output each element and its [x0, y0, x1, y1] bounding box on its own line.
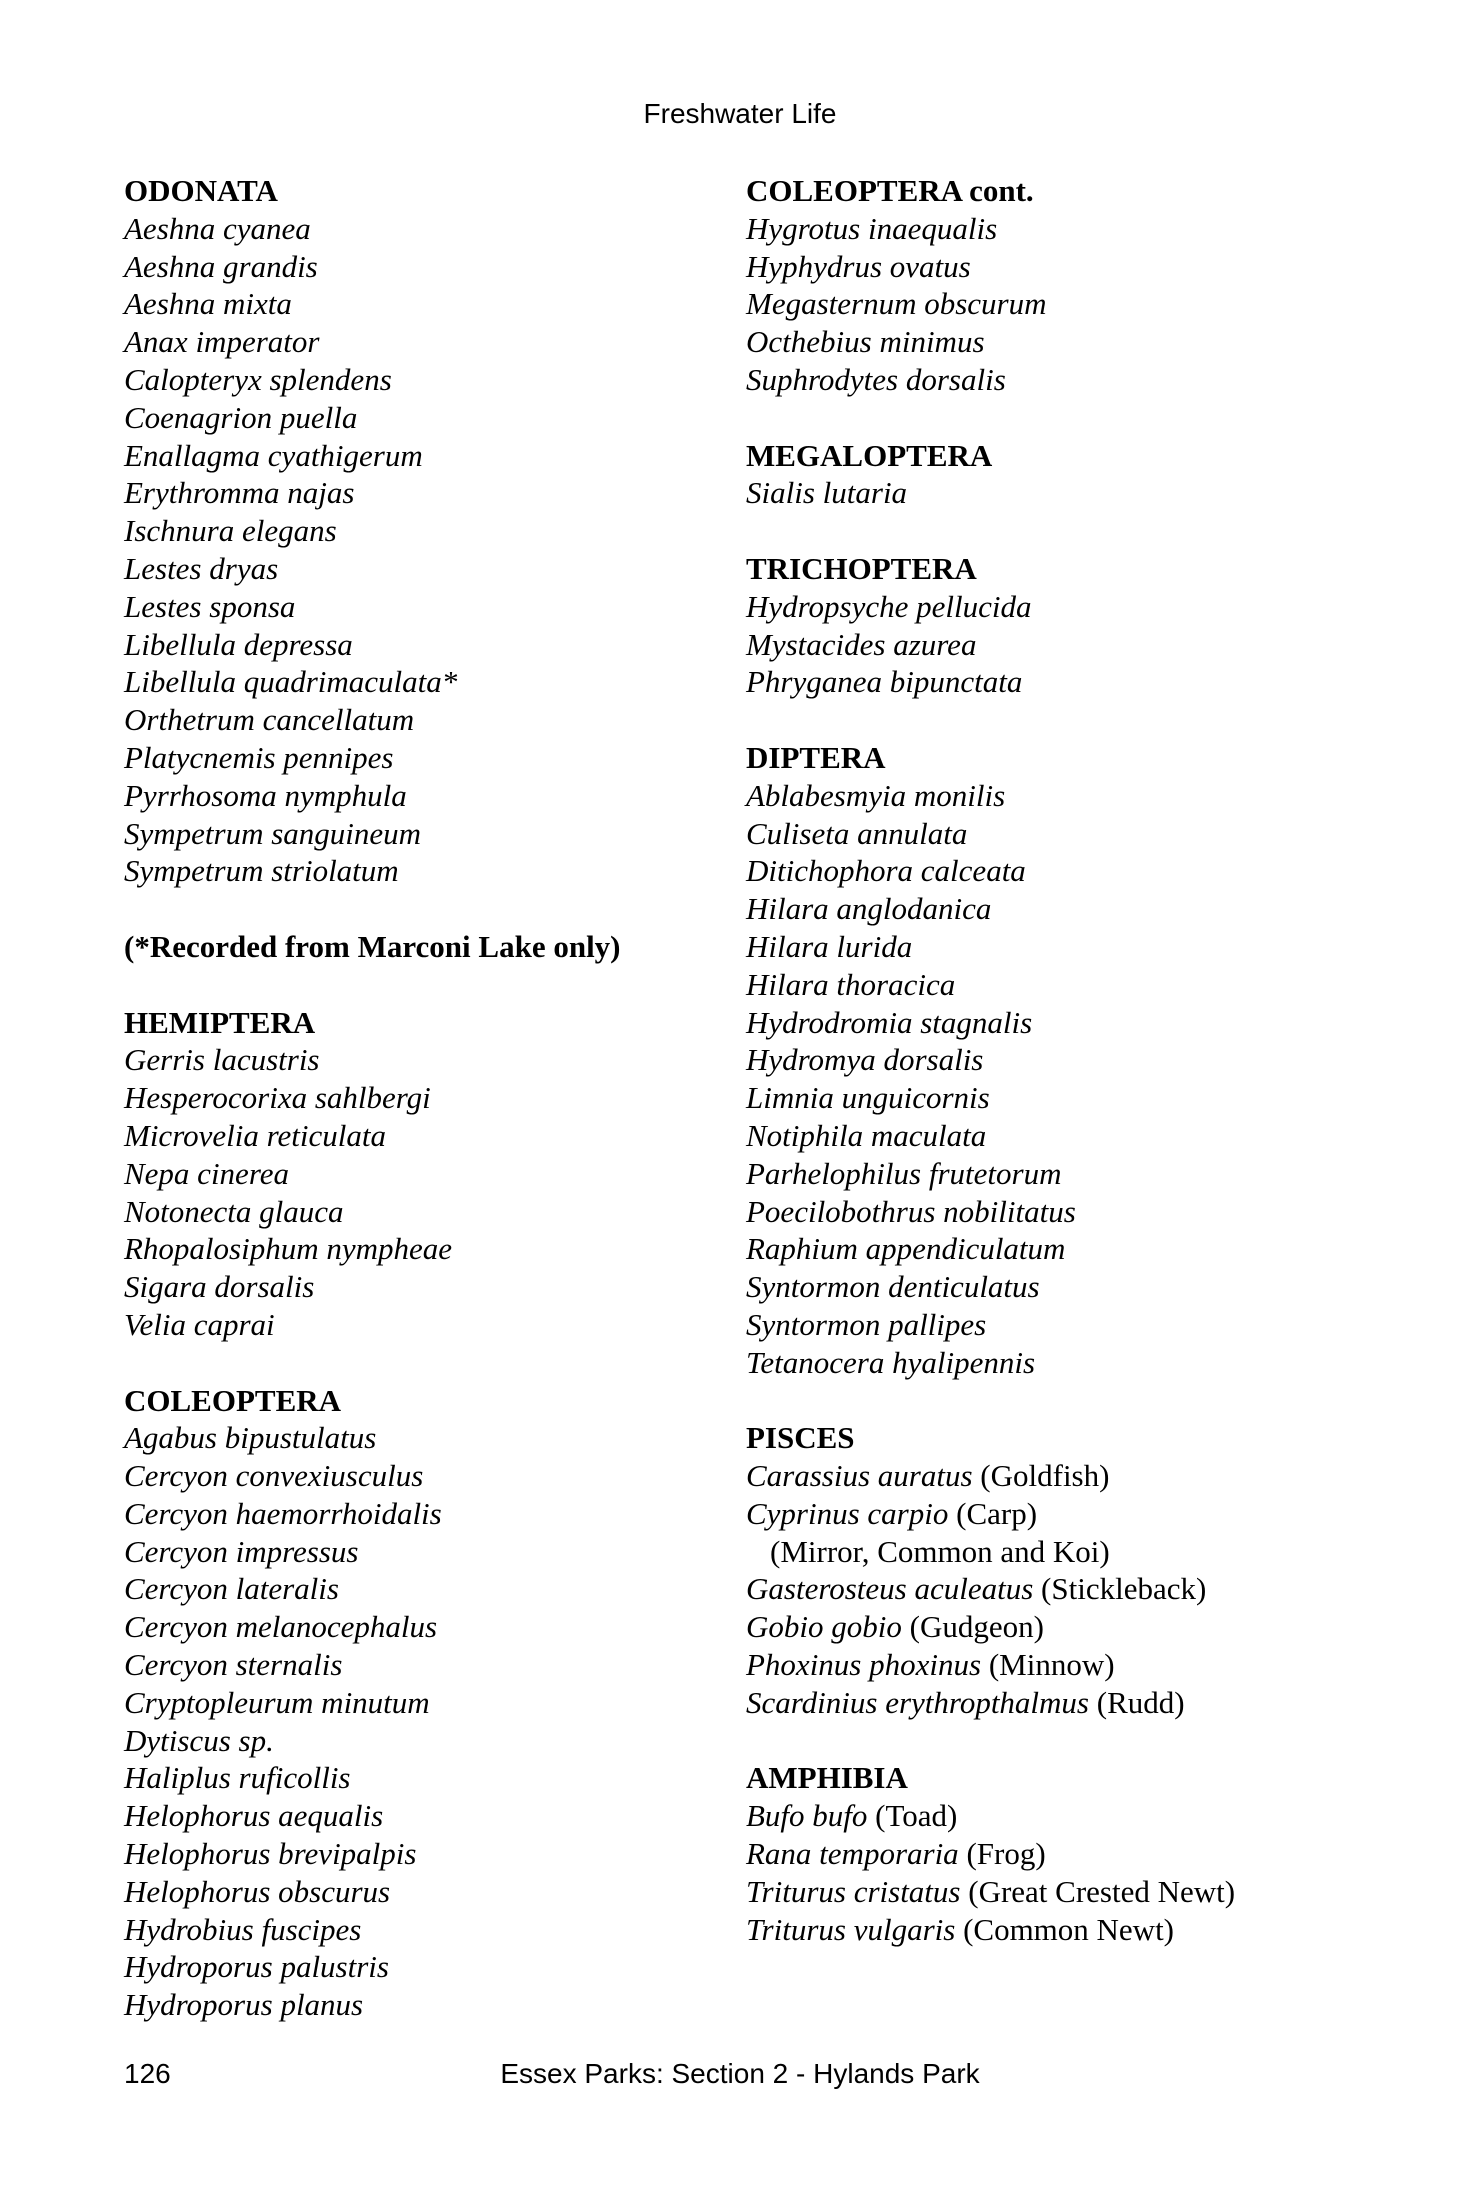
species-name: Helophorus aequalis: [124, 1798, 384, 1834]
species-name: Sigara dorsalis: [124, 1269, 315, 1305]
species-name: Mystacides azurea: [746, 626, 977, 662]
section-heading: COLEOPTERA: [124, 1382, 342, 1418]
species-entry: [746, 1684, 1406, 1722]
section-heading: AMPHIBIA: [746, 1760, 908, 1796]
species-name: Rhopalosiphum nympheae: [124, 1231, 453, 1267]
species-name: Notiphila maculata: [746, 1117, 987, 1153]
species-name: Libellula depressa: [124, 626, 353, 662]
species-name: Parhelophilus frutetorum: [746, 1155, 1062, 1191]
species-name: Ditichophora calceata: [746, 853, 1026, 889]
species-name: Coenagrion puella: [124, 399, 358, 435]
section-heading: ODONATA: [124, 173, 278, 208]
species-entry: [746, 1457, 1406, 1495]
species-name: Platycnemis pennipes: [124, 739, 394, 775]
section-heading: MEGALOPTERA: [746, 437, 993, 473]
species-name: Calopteryx splendens: [124, 361, 392, 397]
species-entry: [746, 1495, 1406, 1533]
section-heading: TRICHOPTERA: [746, 550, 977, 586]
spacer: [746, 1722, 1406, 1760]
species-name: Gerris lacustris: [124, 1042, 320, 1078]
section-coleoptera: [124, 1382, 724, 2025]
species-name: Lestes dryas: [124, 550, 279, 586]
species-name: Triturus cristatus: [746, 1873, 961, 1909]
common-name: (Carp): [956, 1495, 1038, 1531]
species-name: Cercyon impressus: [124, 1533, 359, 1569]
section-diptera: [746, 739, 1406, 1382]
species-name: Velia caprai: [124, 1306, 275, 1342]
species-name: Aeshna grandis: [124, 248, 318, 284]
spacer: [746, 512, 1406, 550]
section-odonata: [124, 172, 724, 966]
species-name: Cercyon melanocephalus: [124, 1609, 438, 1645]
species-name: Phryganea bipunctata: [746, 664, 1023, 700]
species-name: Phoxinus phoxinus: [746, 1647, 982, 1683]
species-name: Raphium appendiculatum: [746, 1231, 1066, 1267]
species-name: Ischnura elegans: [124, 513, 337, 549]
running-header: Freshwater Life: [643, 98, 837, 129]
species-name: Lestes sponsa: [124, 588, 296, 624]
common-name: (Toad): [875, 1798, 958, 1834]
species-name: Hygrotus inaequalis: [746, 210, 998, 246]
species-name: Hydromya dorsalis: [746, 1042, 984, 1078]
spacer: [746, 1382, 1406, 1420]
section-hemiptera: [124, 1004, 724, 1344]
page-number: 126: [124, 2058, 171, 2089]
section-heading: PISCES: [746, 1420, 855, 1456]
section-coleoptera-cont: [746, 172, 1406, 399]
species-name: Cyprinus carpio: [746, 1495, 949, 1531]
species-name: Helophorus brevipalpis: [124, 1836, 417, 1872]
common-name: (Minnow): [988, 1647, 1115, 1683]
species-name: Culiseta annulata: [746, 815, 968, 851]
species-name: Hyphydrus ovatus: [746, 248, 971, 284]
species-name: Hilara anglodanica: [746, 891, 992, 927]
common-name: (Frog): [966, 1836, 1046, 1872]
left-column: [124, 172, 724, 2024]
species-name: Limnia unguicornis: [746, 1080, 990, 1116]
species-name: Megasternum obscurum: [746, 286, 1047, 322]
species-name: Aeshna mixta: [124, 286, 292, 322]
species-name: Erythromma najas: [124, 475, 355, 511]
common-name: (Rudd): [1096, 1684, 1185, 1720]
species-name: Anax imperator: [124, 324, 320, 360]
common-name: (Common Newt): [963, 1911, 1175, 1947]
section-pisces: [746, 1419, 1406, 1721]
species-name: Octhebius minimus: [746, 324, 985, 360]
species-name: Dytiscus sp.: [124, 1722, 274, 1758]
species-entry: [746, 1873, 1406, 1911]
footnote: (*Recorded from Marconi Lake only): [124, 928, 621, 964]
species-name: Nepa cinerea: [124, 1155, 289, 1191]
species-name: Syntormon denticulatus: [746, 1269, 1040, 1305]
species-name: Tetanocera hyalipennis: [746, 1344, 1036, 1380]
species-name: Ablabesmyia monilis: [746, 777, 1006, 813]
spacer: [124, 890, 724, 928]
species-entry: [746, 1608, 1406, 1646]
section-heading: HEMIPTERA: [124, 1004, 316, 1040]
species-entry: [746, 1911, 1406, 1949]
species-entry: [746, 1570, 1406, 1608]
species-name: Hydropsyche pellucida: [746, 588, 1032, 624]
species-name: Gasterosteus aculeatus: [746, 1571, 1034, 1607]
species-name: Pyrrhosoma nymphula: [124, 777, 407, 813]
species-name: Cercyon convexiusculus: [124, 1458, 424, 1494]
species-entry: [746, 1797, 1406, 1835]
right-column: [746, 172, 1406, 1948]
species-entry: [746, 1646, 1406, 1684]
common-name: (Goldfish): [980, 1458, 1110, 1494]
species-name: Hesperocorixa sahlbergi: [124, 1080, 431, 1116]
species-name: Helophorus obscurus: [124, 1873, 391, 1909]
common-name: (Great Crested Newt): [968, 1873, 1236, 1909]
species-entry: [746, 1835, 1406, 1873]
species-name: Sialis lutaria: [746, 475, 908, 511]
common-name: (Gudgeon): [909, 1609, 1044, 1645]
species-name: Hilara lurida: [746, 928, 913, 964]
species-name: Triturus vulgaris: [746, 1911, 956, 1947]
species-name: Syntormon pallipes: [746, 1306, 987, 1342]
species-name: Agabus bipustulatus: [124, 1420, 377, 1456]
section-heading: DIPTERA: [746, 739, 886, 775]
species-name: Scardinius erythropthalmus: [746, 1684, 1089, 1720]
species-name: Haliplus ruficollis: [124, 1760, 351, 1796]
species-name: Cercyon haemorrhoidalis: [124, 1495, 442, 1531]
species-name: Gobio gobio: [746, 1609, 902, 1645]
species-name: Poecilobothrus nobilitatus: [746, 1193, 1076, 1229]
species-name: Hydrodromia stagnalis: [746, 1004, 1033, 1040]
section-amphibia: [746, 1759, 1406, 1948]
species-name: Hydroporus palustris: [124, 1949, 389, 1985]
species-name: Suphrodytes dorsalis: [746, 361, 1006, 397]
species-name: Carassius auratus: [746, 1458, 973, 1494]
spacer: [746, 399, 1406, 437]
common-name: (Stickleback): [1041, 1571, 1207, 1607]
spacer: [124, 1344, 724, 1382]
species-name: Libellula quadrimaculata*: [124, 664, 458, 700]
species-name: Cercyon sternalis: [124, 1647, 343, 1683]
section-heading: COLEOPTERA cont.: [746, 173, 1034, 208]
species-name: Orthetrum cancellatum: [124, 702, 415, 738]
spacer: [124, 966, 724, 1004]
species-name: Notonecta glauca: [124, 1193, 344, 1229]
species-name: Sympetrum striolatum: [124, 853, 399, 889]
species-name: Aeshna cyanea: [124, 210, 311, 246]
spacer: [746, 701, 1406, 739]
species-name: Hydrobius fuscipes: [124, 1911, 362, 1947]
species-name: Rana temporaria: [746, 1836, 959, 1872]
species-name: Bufo bufo: [746, 1798, 868, 1834]
species-name: Microvelia reticulata: [124, 1117, 386, 1153]
common-name: (Mirror, Common and Koi): [770, 1533, 1110, 1569]
section-trichoptera: [746, 550, 1406, 701]
species-name: Hydroporus planus: [124, 1987, 364, 2023]
species-entry: [746, 1533, 1406, 1571]
species-name: Sympetrum sanguineum: [124, 815, 422, 851]
species-name: Hilara thoracica: [746, 966, 956, 1002]
species-name: Cercyon lateralis: [124, 1571, 339, 1607]
species-name: Cryptopleurum minutum: [124, 1684, 430, 1720]
running-footer: Essex Parks: Section 2 - Hylands Park: [500, 2058, 980, 2089]
section-megaloptera: [746, 437, 1406, 513]
species-name: Enallagma cyathigerum: [124, 437, 423, 473]
